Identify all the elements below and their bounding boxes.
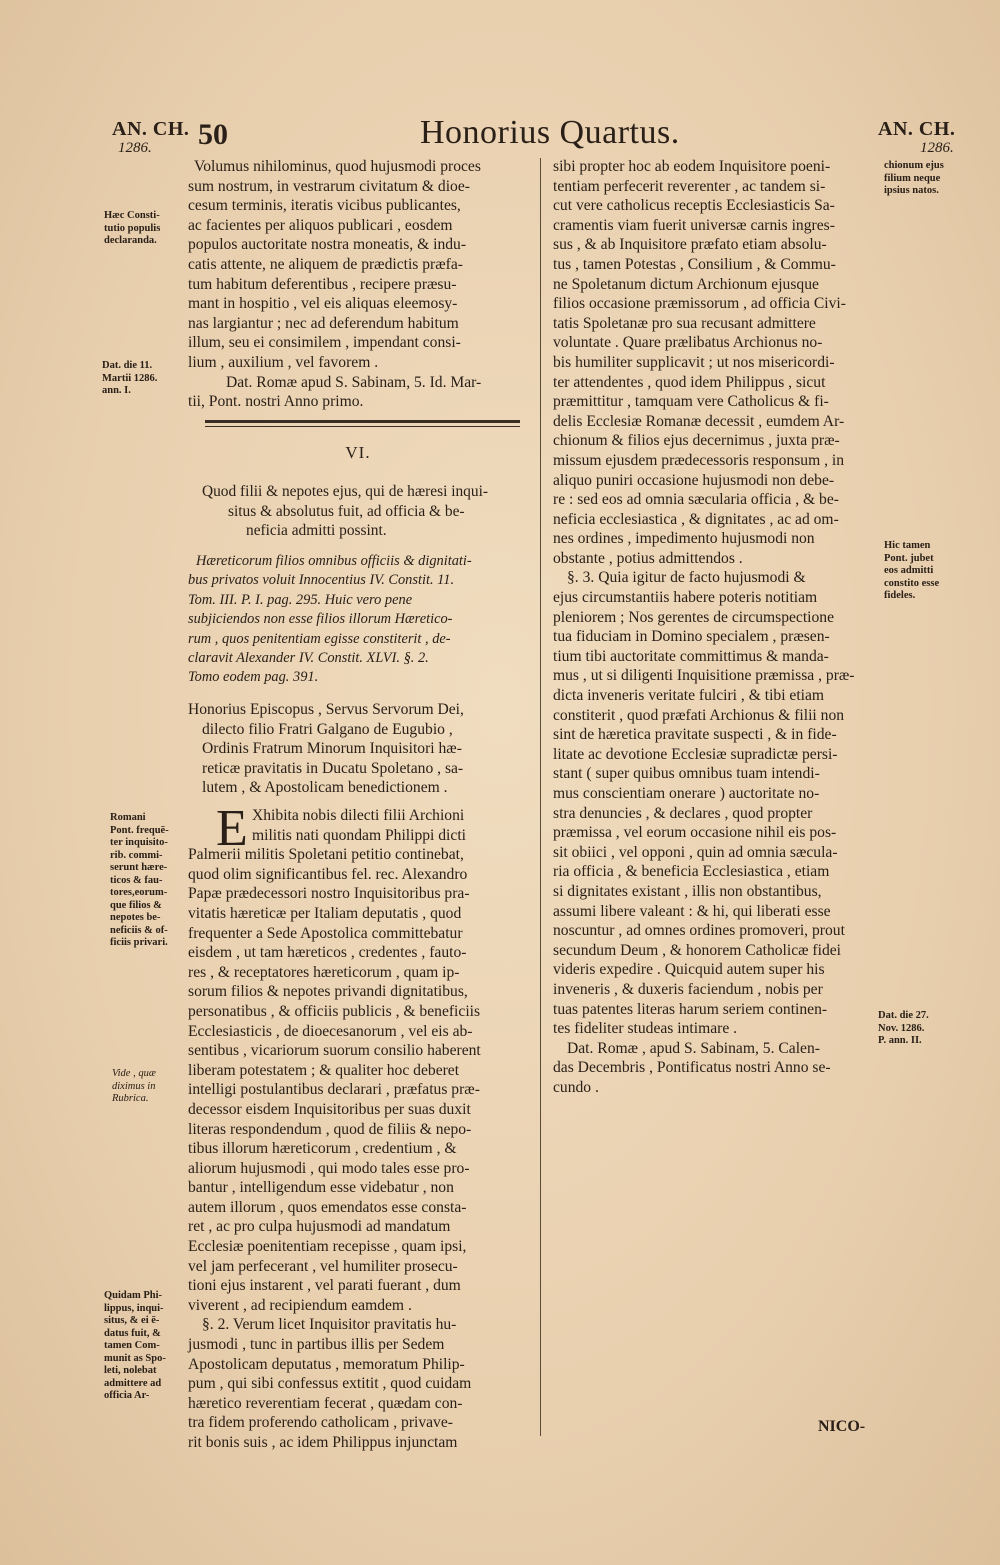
text-line: sorum filios & nepotes privandi dignitatibus, — [188, 983, 468, 1001]
text-line: populos auctoritate nostra moneatis, & indu- — [188, 236, 467, 254]
text-line: Dat. Romæ apud S. Sabinam, 5. Id. Mar- — [226, 373, 482, 391]
margin-note-line: neficiis & of- — [110, 924, 168, 936]
text-line: Papæ prædecessori nostro Inquisitoribus pra- — [188, 885, 470, 903]
text-line: jusmodi , tunc in partibus illis per Sedem — [188, 1336, 445, 1354]
margin-note-line: situs, & ei ē- — [104, 1315, 160, 1326]
margin-note-line: rib. commi- — [110, 849, 163, 861]
header-left-year: 1286. — [118, 140, 152, 156]
margin-note-line: declaranda. — [104, 235, 157, 246]
text-line: decessor eisdem Inquisitoribus per suas duxit — [188, 1100, 471, 1118]
text-line: nes ordines , impedimento hujusmodi non — [553, 530, 815, 548]
text-line: Quod filii & nepotes ejus, qui de hæresi inqui- — [202, 483, 488, 500]
margin-note-line: admittere ad — [104, 1377, 162, 1389]
text-line: tibus illorum hæreticorum , credentium , & — [188, 1140, 457, 1158]
text-line: sit obiici , vel opponi , quin ad omnia sæcula- — [553, 843, 838, 861]
text-line: dilecto filio Fratri Galgano de Eugubio , — [202, 720, 453, 738]
text-line: sint de hæretica pravitate suspecti , & in fide- — [553, 726, 837, 744]
margin-note-right-1 — [884, 160, 944, 198]
margin-note-line: tores,eorum- — [110, 887, 168, 898]
text-line: Tom. III. P. I. pag. 295. Huic vero pene — [188, 591, 413, 608]
text-line: dicta inveneris veritate fulciri , & tibi etiam — [553, 687, 825, 705]
text-line: ret , ac pro culpa hujusmodi ad mandatum — [188, 1218, 451, 1236]
section-rule — [205, 420, 520, 423]
text-line: si dignitates existant , illis non obstantibus, — [553, 882, 822, 900]
text-line: cramentis viam fuerit universæ carnis ingres- — [553, 216, 835, 234]
margin-note-line: fideles. — [884, 590, 916, 601]
text-line: aliquo puniri occasione hujusmodi non debe- — [553, 471, 835, 489]
text-line: missum ejusdem prædecessoris responsum , in — [553, 451, 845, 469]
left-column-top-text — [188, 157, 528, 412]
text-line: ter attendentes , quod idem Philippus , sicut — [553, 373, 826, 391]
text-line: vitatis hæreticæ per Italiam deputatis , quod — [188, 904, 462, 922]
text-line: assumi libere valeant : & hi, qui liberati esse — [553, 902, 831, 920]
text-line: sum nostrum, in vestrarum civitatum & dioe- — [188, 177, 470, 195]
text-line: tioni ejus instarent , vel parati fuerant , dum — [188, 1277, 461, 1295]
text-line: viverent , ad recipiendum eamdem . — [188, 1296, 412, 1314]
text-line: §. 2. Verum licet Inquisitor pravitatis hu- — [202, 1316, 457, 1334]
header-right-year: 1286. — [920, 140, 954, 156]
text-line: claravit Alexander IV. Constit. XLVI. §. 2. — [188, 650, 429, 667]
header-left-an: AN. CH. — [112, 118, 190, 140]
text-line: lutem , & Apostolicam benedictionem . — [202, 779, 448, 797]
margin-note-line: Dat. die 27. — [878, 1010, 929, 1021]
margin-note-line: Dat. die 11. — [102, 360, 153, 371]
margin-note-line: lippus, inqui- — [104, 1302, 164, 1314]
section-number: VI. — [345, 443, 371, 462]
text-line: chionum & filios ejus decernimus , juxta præ- — [553, 432, 840, 450]
text-line: lium , auxilium , vel favorem . — [188, 353, 379, 371]
margin-note-right-3 — [878, 1010, 929, 1048]
margin-note-left-3 — [110, 812, 169, 950]
text-line: illum, seu ei consimilem , impendant consi- — [188, 334, 461, 352]
text-line: stra denuncies , & declares , quod propter — [553, 804, 813, 822]
text-line: sentibus , vicariorum suorum consilio haberent — [188, 1042, 481, 1060]
text-line: hæretico reverentiam fecerat , quædam con- — [188, 1394, 463, 1412]
text-line: sibi propter hoc ab eodem Inquisitore poeni- — [553, 158, 831, 175]
text-line: literas respondendum , quod de filiis & nepo- — [188, 1120, 472, 1138]
text-line: tium tibi auctoritate committimus & manda- — [553, 647, 829, 665]
margin-note-line: eos admitti — [884, 565, 934, 576]
text-line: tentiam perfecerit reverenter , ac tandem si- — [553, 177, 826, 195]
text-line: secundum Deum , & honorem Catholicæ fidei — [553, 941, 841, 959]
margin-note-line: nepotes be- — [110, 912, 161, 923]
margin-note-line: leti, nolebat — [104, 1365, 157, 1376]
margin-note-line: officia Ar- — [104, 1390, 150, 1401]
margin-note-right-2 — [884, 540, 939, 603]
text-line: autem illorum , quos emendatos esse consta- — [188, 1198, 467, 1216]
text-line: filios occasione præmissorum , ad officia Civi- — [553, 295, 846, 313]
text-line: Ordinis Fratrum Minorum Inquisitori hæ- — [202, 740, 462, 758]
margin-note-line: ficiis privari. — [110, 937, 168, 948]
text-line: neficia ecclesiastica , & dignitates , ac ad om- — [553, 510, 839, 528]
margin-note-line: munit as Spo- — [104, 1352, 166, 1364]
text-line: litate ac devotione Ecclesiæ supradictæ persi- — [553, 745, 838, 763]
text-line: ejus circumstantiis habere poteris notitiam — [553, 589, 818, 607]
margin-note-left-4 — [112, 1068, 156, 1106]
text-line: cundo . — [553, 1078, 599, 1096]
margin-note-line: Hic tamen — [884, 540, 931, 551]
text-line: eisdem , ut tam hæreticos , credentes , fauto- — [188, 944, 467, 962]
text-line: Volumus nihilominus, quod hujusmodi proces — [194, 158, 481, 175]
text-line: tes fideliter studeas intimare . — [553, 1020, 738, 1038]
text-line: Ecclesiæ poenitentiam recepisse , quam ipsi, — [188, 1238, 467, 1256]
text-line: sus , & ab Inquisitore præfato etiam absolu- — [553, 236, 827, 254]
text-line: tum habitum deferentibus , recipere præsu- — [188, 275, 457, 293]
text-line: præmittitur , tamquam vere Catholicus & fi- — [553, 393, 829, 411]
margin-note-line: Nov. 1286. — [878, 1022, 925, 1034]
text-line: quod olim significantibus fel. rec. Alexandro — [188, 865, 468, 883]
text-line: personatibus , & officiis publicis , & beneficiis — [188, 1002, 481, 1020]
body-left-column — [188, 800, 528, 1453]
text-line: cut vere catholicus receptis Ecclesiasticis Sa- — [553, 197, 835, 215]
text-line: constiterit , quod præfati Archionus & filii non — [553, 706, 845, 724]
margin-note-line: ipsius natos. — [884, 185, 939, 196]
page-number: 50 — [198, 118, 228, 151]
margin-note-line: Rubrica. — [112, 1093, 149, 1104]
text-line: stant ( super quibus omnibus tuam intendi- — [553, 765, 820, 783]
header-right-an: AN. CH. — [878, 118, 956, 140]
text-line: Apostolicam deputatus , memoratum Philip- — [188, 1355, 465, 1373]
margin-note-line: Quidam Phi- — [104, 1290, 163, 1301]
body-right-column — [553, 157, 875, 1098]
margin-note-line: tamen Com- — [104, 1340, 160, 1351]
running-title: Honorius Quartus. — [420, 114, 680, 151]
catchword: NICO- — [818, 1418, 866, 1435]
margin-note-line: Pont. frequē- — [110, 824, 169, 836]
salutation — [188, 700, 528, 798]
margin-note-line: P. ann. II. — [878, 1035, 922, 1046]
column-divider — [540, 158, 541, 1436]
margin-note-line: ticos & fau- — [110, 874, 163, 886]
text-line: Tomo eodem pag. 391. — [188, 669, 319, 686]
text-line: ne Spoletanum dictum Archionum ejusque — [553, 275, 819, 293]
margin-note-line: constito esse — [884, 577, 940, 589]
text-line: das Decembris , Pontificatus nostri Anno se- — [553, 1059, 831, 1077]
text-line: rit bonis suis , ac idem Philippus injunctam — [188, 1434, 458, 1451]
text-line: Honorius Episcopus , Servus Servorum Dei, — [188, 701, 464, 718]
text-line: tus , tamen Potestas , Consilium , & Commu- — [553, 255, 836, 273]
text-line: pum , qui sibi confessus extitit , quod cuidam — [188, 1375, 472, 1393]
text-line: reticæ pravitatis in Ducatu Spoletano , sa- — [202, 759, 464, 777]
text-line: §. 3. Quia igitur de facto hujusmodi & — [567, 569, 806, 587]
text-line: voluntate . Quare prælibatus Archionus no- — [553, 334, 823, 352]
text-line: res , & receptatores hæreticorum , quam ip- — [188, 963, 460, 981]
text-line: Xhibita nobis dilecti filii Archioni — [252, 807, 465, 824]
text-line: frequenter a Sede Apostolica committebatur — [188, 924, 463, 942]
text-line: vel jam perfecerant , vel humiliter prosecu- — [188, 1257, 458, 1275]
text-line: obstante , potius admittendos . — [553, 549, 743, 567]
drop-cap: E — [216, 800, 248, 857]
text-line: bantur , intelligendum esse videbatur , non — [188, 1179, 454, 1197]
text-line: Palmerii militis Spoletani petitio continebat, — [188, 846, 464, 864]
text-line: delis Ecclesiæ Romanæ decessit , eumdem Ar- — [553, 412, 845, 430]
margin-note-line: datus fuit, & — [104, 1327, 161, 1339]
text-line: bus privatos voluit Innocentius IV. Constit. 11. — [188, 572, 455, 589]
text-line: intelligi postulantibus declarari , præfatus præ- — [188, 1081, 480, 1099]
text-line: catis attente, ne aliquem de prædictis præfa- — [188, 255, 463, 273]
margin-note-line: chionum ejus — [884, 160, 944, 171]
section-note — [188, 552, 528, 688]
text-line: tra fidem proferendo catholicam , privave- — [188, 1414, 453, 1432]
text-line: situs & absolutus fuit, ad officia & be- — [228, 502, 465, 520]
margin-note-line: Pont. jubet — [884, 552, 934, 564]
text-line: Dat. Romæ , apud S. Sabinam, 5. Calen- — [567, 1039, 820, 1057]
margin-note-line: que filios & — [110, 899, 162, 911]
text-line: tuas patentes literas harum seriem continen- — [553, 1000, 828, 1018]
text-line: Ecclesiasticis , de dioecesanorum , vel eis ab- — [188, 1022, 473, 1040]
text-line: tatis Spoletanæ pro sua recusant admittere — [553, 314, 816, 332]
text-line: noscuntur , ad omnes ordines promoveri, prout — [553, 922, 845, 940]
text-line: subjiciendos non esse filios illorum Hæretico- — [188, 611, 453, 628]
text-line: nas largiantur ; nec ad deferendum habitum — [188, 314, 459, 332]
text-line: tii, Pont. nostri Anno primo. — [188, 393, 364, 411]
margin-note-line: Vide , quæ — [112, 1068, 156, 1079]
text-line: rum , quos penitentiam egisse constiterit , de- — [188, 630, 451, 647]
text-line: cesum terminis, iteratis vicibus publicantes, — [188, 197, 461, 215]
text-line: liberam potestatem ; & qualiter hoc deberet — [188, 1061, 460, 1079]
margin-note-line: Romani — [110, 812, 146, 823]
section-summary — [188, 482, 528, 541]
text-line: præmissa , vel eorum occasione nihil eis pos- — [553, 824, 837, 842]
text-line: bis humiliter supplicavit ; ut nos misericordi- — [553, 353, 835, 371]
margin-note-line: Martii 1286. — [102, 372, 158, 384]
text-line: videris expedire . Quicquid autem super his — [553, 961, 825, 979]
text-line: mant in hospitio , vel eis aliquas eleemosy- — [188, 295, 458, 313]
margin-note-line: ann. I. — [102, 385, 131, 396]
margin-note-line: ter inquisito- — [110, 837, 168, 848]
margin-note-line: filium neque — [884, 172, 941, 184]
margin-note-left-5 — [104, 1290, 166, 1403]
text-line: ac facientes per aliquos publicari , eosdem — [188, 216, 453, 234]
margin-note-line: serunt hære- — [110, 862, 168, 873]
text-line: tua fiduciam in Domino specialem , præsen- — [553, 628, 830, 646]
margin-note-left-1 — [104, 210, 160, 248]
text-line: Hæreticorum filios omnibus officiis & dignitati- — [196, 553, 472, 569]
text-line: aliorum hujusmodi , qui modo tales esse pro- — [188, 1159, 470, 1177]
section-rule-thin — [205, 426, 520, 427]
text-line: neficia admitti possint. — [246, 522, 387, 540]
text-line: re : sed eos ad omnia sæcularia officia , & be- — [553, 491, 839, 509]
margin-note-line: Hæc Consti- — [104, 210, 160, 221]
text-line: mus conscientiam onerare ) auctoritate no- — [553, 785, 820, 802]
text-line: inveneris , & duxeris faciendum , nobis per — [553, 980, 823, 998]
margin-note-left-2 — [102, 360, 157, 398]
text-line: mus , ut si diligenti Inquisitione præmissa , præ- — [553, 667, 855, 685]
text-line: ria officia , & beneficia Ecclesiastica , etiam — [553, 863, 830, 881]
margin-note-line: diximus in — [112, 1080, 156, 1092]
margin-note-line: tutio populis — [104, 222, 161, 234]
text-line: militis nati quondam Philippi dicti — [252, 826, 466, 844]
text-line: pleniorem ; Nos gerentes de circumspectione — [553, 608, 835, 626]
